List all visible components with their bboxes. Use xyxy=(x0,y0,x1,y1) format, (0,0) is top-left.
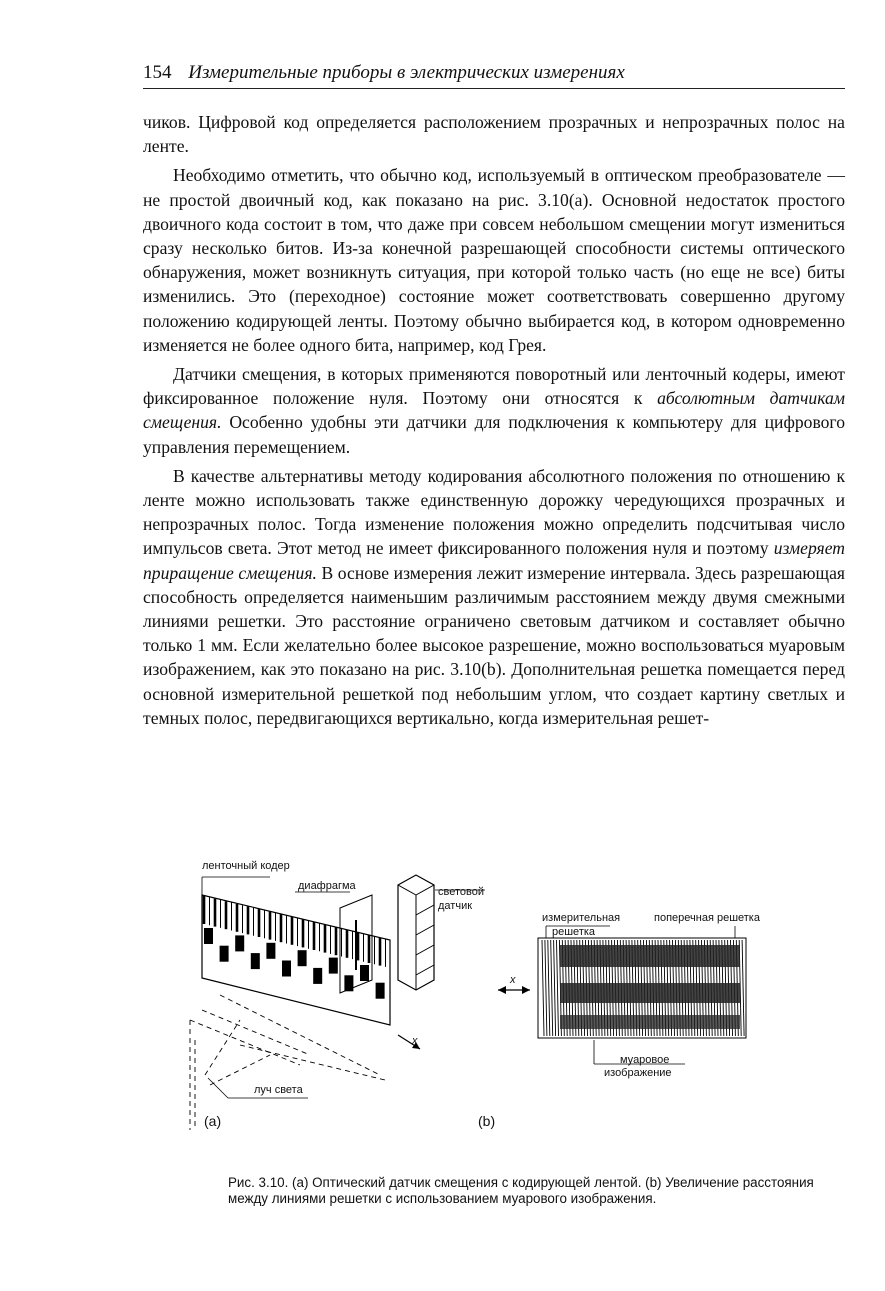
label-tape-encoder: ленточный кодер xyxy=(202,860,290,872)
label-light-sensor-1: световой xyxy=(438,886,484,898)
label-light-sensor-2: датчик xyxy=(438,900,473,912)
page-number: 154 xyxy=(143,62,172,83)
figure-3-10 xyxy=(180,850,820,1135)
paragraph-3 xyxy=(143,362,845,459)
figure-caption: Рис. 3.10. (a) Оптический датчик смещения с кодирующей лентой. (b) Увеличение расстояния между линиями решетки с использованием муарового изображения. xyxy=(228,1175,814,1206)
paragraph-4-text-a: В качестве альтернативы методу кодирования абсолютного положения по отношению к ленте можно использовать также единственную дорожку чередующихся прозрачных и непрозрачных полос. Тогда изменение положения можно определить подсчитывая число импульсов света. Этот метод не имеет фиксированного положения нуля и поэтому xyxy=(143,465,845,559)
label-light-ray: луч света xyxy=(254,1084,303,1096)
label-measuring-grating-1: измерительная xyxy=(542,912,621,924)
paragraph-4-emphasis: измеряет приращение смещения. xyxy=(143,538,845,583)
paragraph-3-text-b: Особенно удобны эти датчики для подключения к компьютеру для цифрового управления перемещением. xyxy=(143,412,845,457)
label-x-a: x xyxy=(412,1035,418,1047)
paragraph-4-text-b: В основе измерения лежит измерение интервала. Здесь разрешающая способность определяется наименьшим различимым расстоянием между двумя смежными линиями решетки. Это расстояние ограничено световым датчиком и составляет обычно только 1 мм. Если желательно более высокое разрешение, можно воспользоваться муаровым изображением, как это показано на рис. 3.10(b). Дополнительная решетка помещается перед основной измерительной решеткой под небольшим углом, что создает картину светлых и темных полос, передвигающихся вертикально, когда измерительная решет- xyxy=(143,562,845,728)
label-diaphragm: диафрагма xyxy=(298,880,356,892)
paragraph-4 xyxy=(143,464,845,730)
label-x-b: x xyxy=(510,974,516,986)
label-moire-2: изображение xyxy=(604,1067,672,1079)
panel-label-a: (a) xyxy=(204,1113,222,1129)
running-title: Измерительные приборы в электрических измерениях xyxy=(188,62,625,83)
body-text xyxy=(143,110,845,730)
paragraph-2: Необходимо отметить, что обычно код, используемый в оптическом преобразователе — не простой двоичный код, как показано на рис. 3.10(a). Основной недостаток простого двоичного кода состоит в том, что даже при совсем небольшом смещении могут измениться сразу несколько битов. Из-за конечной разрешающей способности системы оптического обнаружения, может возникнуть ситуация, при которой только часть (но еще не все) биты изменились. Это (переходное) состояние может соответствовать совершенно другому положению кодирующей ленты. Поэтому обычно выбирается код, в котором одновременно изменяется не более одного бита, например, код Грея. xyxy=(143,165,845,355)
paragraph-1: чиков. Цифровой код определяется расположением прозрачных и непрозрачных полос на ленте. xyxy=(143,112,845,157)
label-measuring-grating-2: решетка xyxy=(552,926,596,938)
moire-drawing xyxy=(498,926,746,1064)
tape-encoder-drawing xyxy=(190,875,485,1130)
label-moire-1: муаровое xyxy=(620,1054,670,1066)
label-transverse-grating: поперечная решетка xyxy=(654,912,760,924)
running-header xyxy=(143,62,845,89)
paragraph-3-text-a: Датчики смещения, в которых применяются поворотный или ленточный кодеры, имеют фиксированное положение нуля. Поэтому они относятся к xyxy=(143,364,845,409)
panel-label-b: (b) xyxy=(478,1113,496,1129)
paragraph-3-emphasis: абсолютным датчикам смещения. xyxy=(143,388,846,433)
